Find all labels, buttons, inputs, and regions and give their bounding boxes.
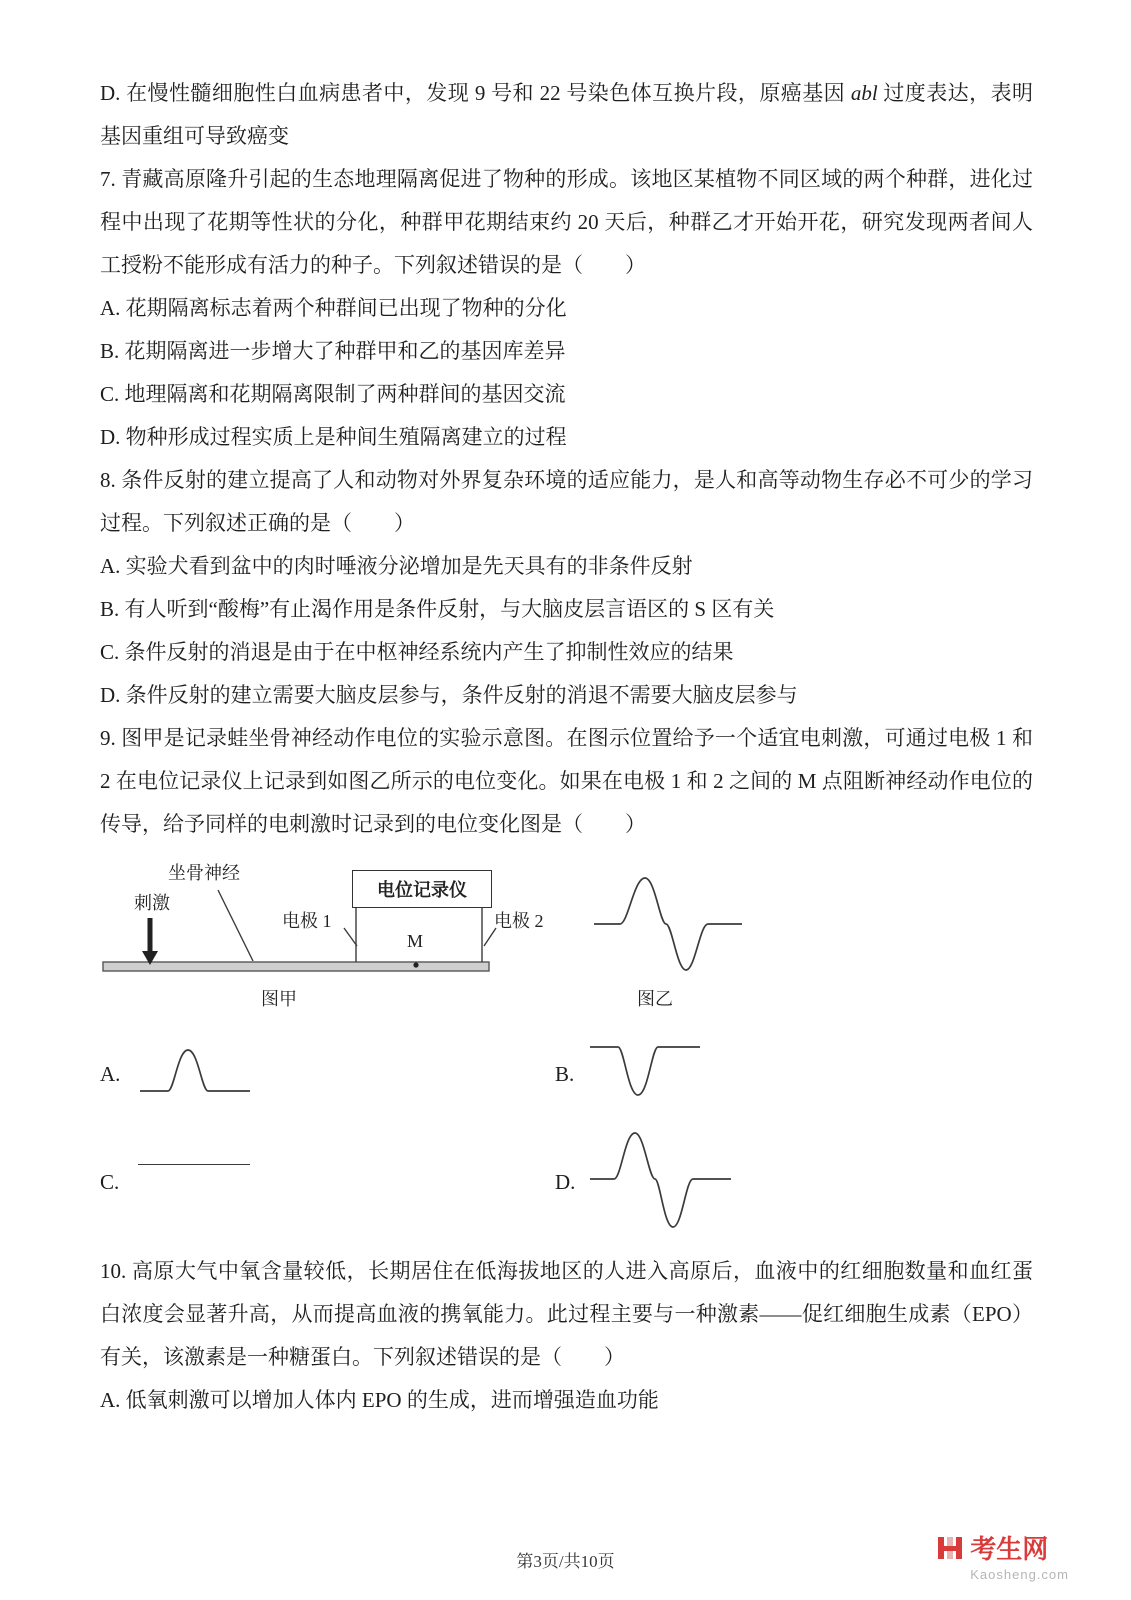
kaosheng-logo-icon bbox=[936, 1535, 964, 1561]
figure-jia-label: 图甲 bbox=[261, 989, 297, 1009]
question-8-option-a: A. 实验犬看到盆中的肉时唾液分泌增加是先天具有的非条件反射 bbox=[100, 554, 693, 578]
site-watermark bbox=[936, 1529, 1069, 1582]
m-point-label: M bbox=[407, 931, 424, 951]
question-10-stem: 10. 高原大气中氧含量较低，长期居住在低海拔地区的人进入高原后，血液中的红细胞数量和血红蛋白浓度会显著升高，从而提高血液的携氧能力。此过程主要与一种激素——促红细胞生成素（EPO）有关，该激素是一种糖蛋白。下列叙述错误的是（ ） bbox=[100, 1259, 1033, 1369]
recorder-box bbox=[352, 870, 492, 908]
nerve-bar bbox=[103, 962, 489, 971]
question-7-option-d: D. 物种形成过程实质上是种间生殖隔离建立的过程 bbox=[100, 425, 567, 449]
electrode-2-label: 电极 2 bbox=[494, 911, 544, 931]
question-10-option-a: A. 低氧刺激可以增加人体内 EPO 的生成，进而增强造血功能 bbox=[100, 1388, 659, 1412]
question-8-option-c: C. 条件反射的消退是由于在中枢神经系统内产生了抑制性效应的结果 bbox=[100, 640, 734, 664]
question-7-option-c: C. 地理隔离和花期隔离限制了两种群间的基因交流 bbox=[100, 382, 566, 406]
choice-b-waveform bbox=[588, 1040, 703, 1102]
question-9-stem: 9. 图甲是记录蛙坐骨神经动作电位的实验示意图。在图示位置给予一个适宜电刺激，可通过电极 1 和 2 在电位记录仪上记录到如图乙所示的电位变化。如果在电极 1 和 2 之间的 M 点阻断神经动作电位的传导，给予同样的电刺激时记录到的电位变化图是（ ） bbox=[100, 726, 1033, 836]
watermark-site-domain: Kaosheng.com bbox=[970, 1567, 1069, 1582]
page-number: 第3页/共10页 bbox=[516, 1552, 615, 1571]
question-7-option-a: A. 花期隔离标志着两个种群间已出现了物种的分化 bbox=[100, 296, 567, 320]
question-8-option-d: D. 条件反射的建立需要大脑皮层参与，条件反射的消退不需要大脑皮层参与 bbox=[100, 683, 798, 707]
question-8-option-b: B. 有人听到“酸梅”有止渴作用是条件反射，与大脑皮层言语区的 S 区有关 bbox=[100, 597, 775, 621]
nerve-label-pointer bbox=[218, 890, 253, 961]
q6d-text-after-gene: 过度表达，表明基因重组可导致癌变 bbox=[100, 81, 1034, 148]
figure-yi-label: 图乙 bbox=[637, 989, 673, 1009]
watermark-site-name: 考生网 bbox=[970, 1534, 1049, 1564]
question-8-stem: 8. 条件反射的建立提高了人和动物对外界复杂环境的适应能力，是人和高等动物生存必不可少的学习过程。下列叙述正确的是（ ） bbox=[100, 468, 1033, 535]
question-9-choices bbox=[100, 1032, 1033, 1250]
m-point-dot bbox=[413, 962, 418, 967]
question-7-stem: 7. 青藏高原隆升引起的生态地理隔离促进了物种的形成。该地区某植物不同区域的两个种群，进化过程中出现了花期等性状的分化，种群甲花期结束约 20 天后，种群乙才开始开花，研究发现两者间人工授粉不能形成有活力的种子。下列叙述错误的是（ ） bbox=[100, 167, 1033, 277]
choice-d-waveform bbox=[588, 1127, 733, 1235]
q6d-text-before-gene: D. 在慢性髓细胞性白血病患者中，发现 9 号和 22 号染色体互换片段，原癌基因 bbox=[100, 81, 851, 105]
nerve-label: 坐骨神经 bbox=[168, 863, 240, 883]
choice-c-waveform bbox=[138, 1164, 250, 1165]
choice-a-waveform bbox=[138, 1044, 253, 1099]
question-9-diagram bbox=[100, 862, 1033, 1026]
question-6-option-d bbox=[100, 72, 1033, 158]
electrode-1-label: 电极 1 bbox=[282, 911, 332, 931]
recorder-label: 电位记录仪 bbox=[377, 880, 467, 900]
electrode-1-pointer bbox=[344, 928, 357, 946]
choice-b-letter: B. bbox=[555, 1062, 575, 1086]
stimulus-label: 刺激 bbox=[134, 893, 170, 913]
page-content bbox=[100, 72, 1033, 1422]
choice-d-letter: D. bbox=[555, 1170, 576, 1194]
figure-yi-waveform bbox=[594, 878, 742, 970]
choice-c-letter: C. bbox=[100, 1170, 120, 1194]
question-7-option-b: B. 花期隔离进一步增大了种群甲和乙的基因库差异 bbox=[100, 339, 566, 363]
q6d-gene-name: abl bbox=[850, 81, 878, 105]
choice-a-letter: A. bbox=[100, 1062, 121, 1086]
